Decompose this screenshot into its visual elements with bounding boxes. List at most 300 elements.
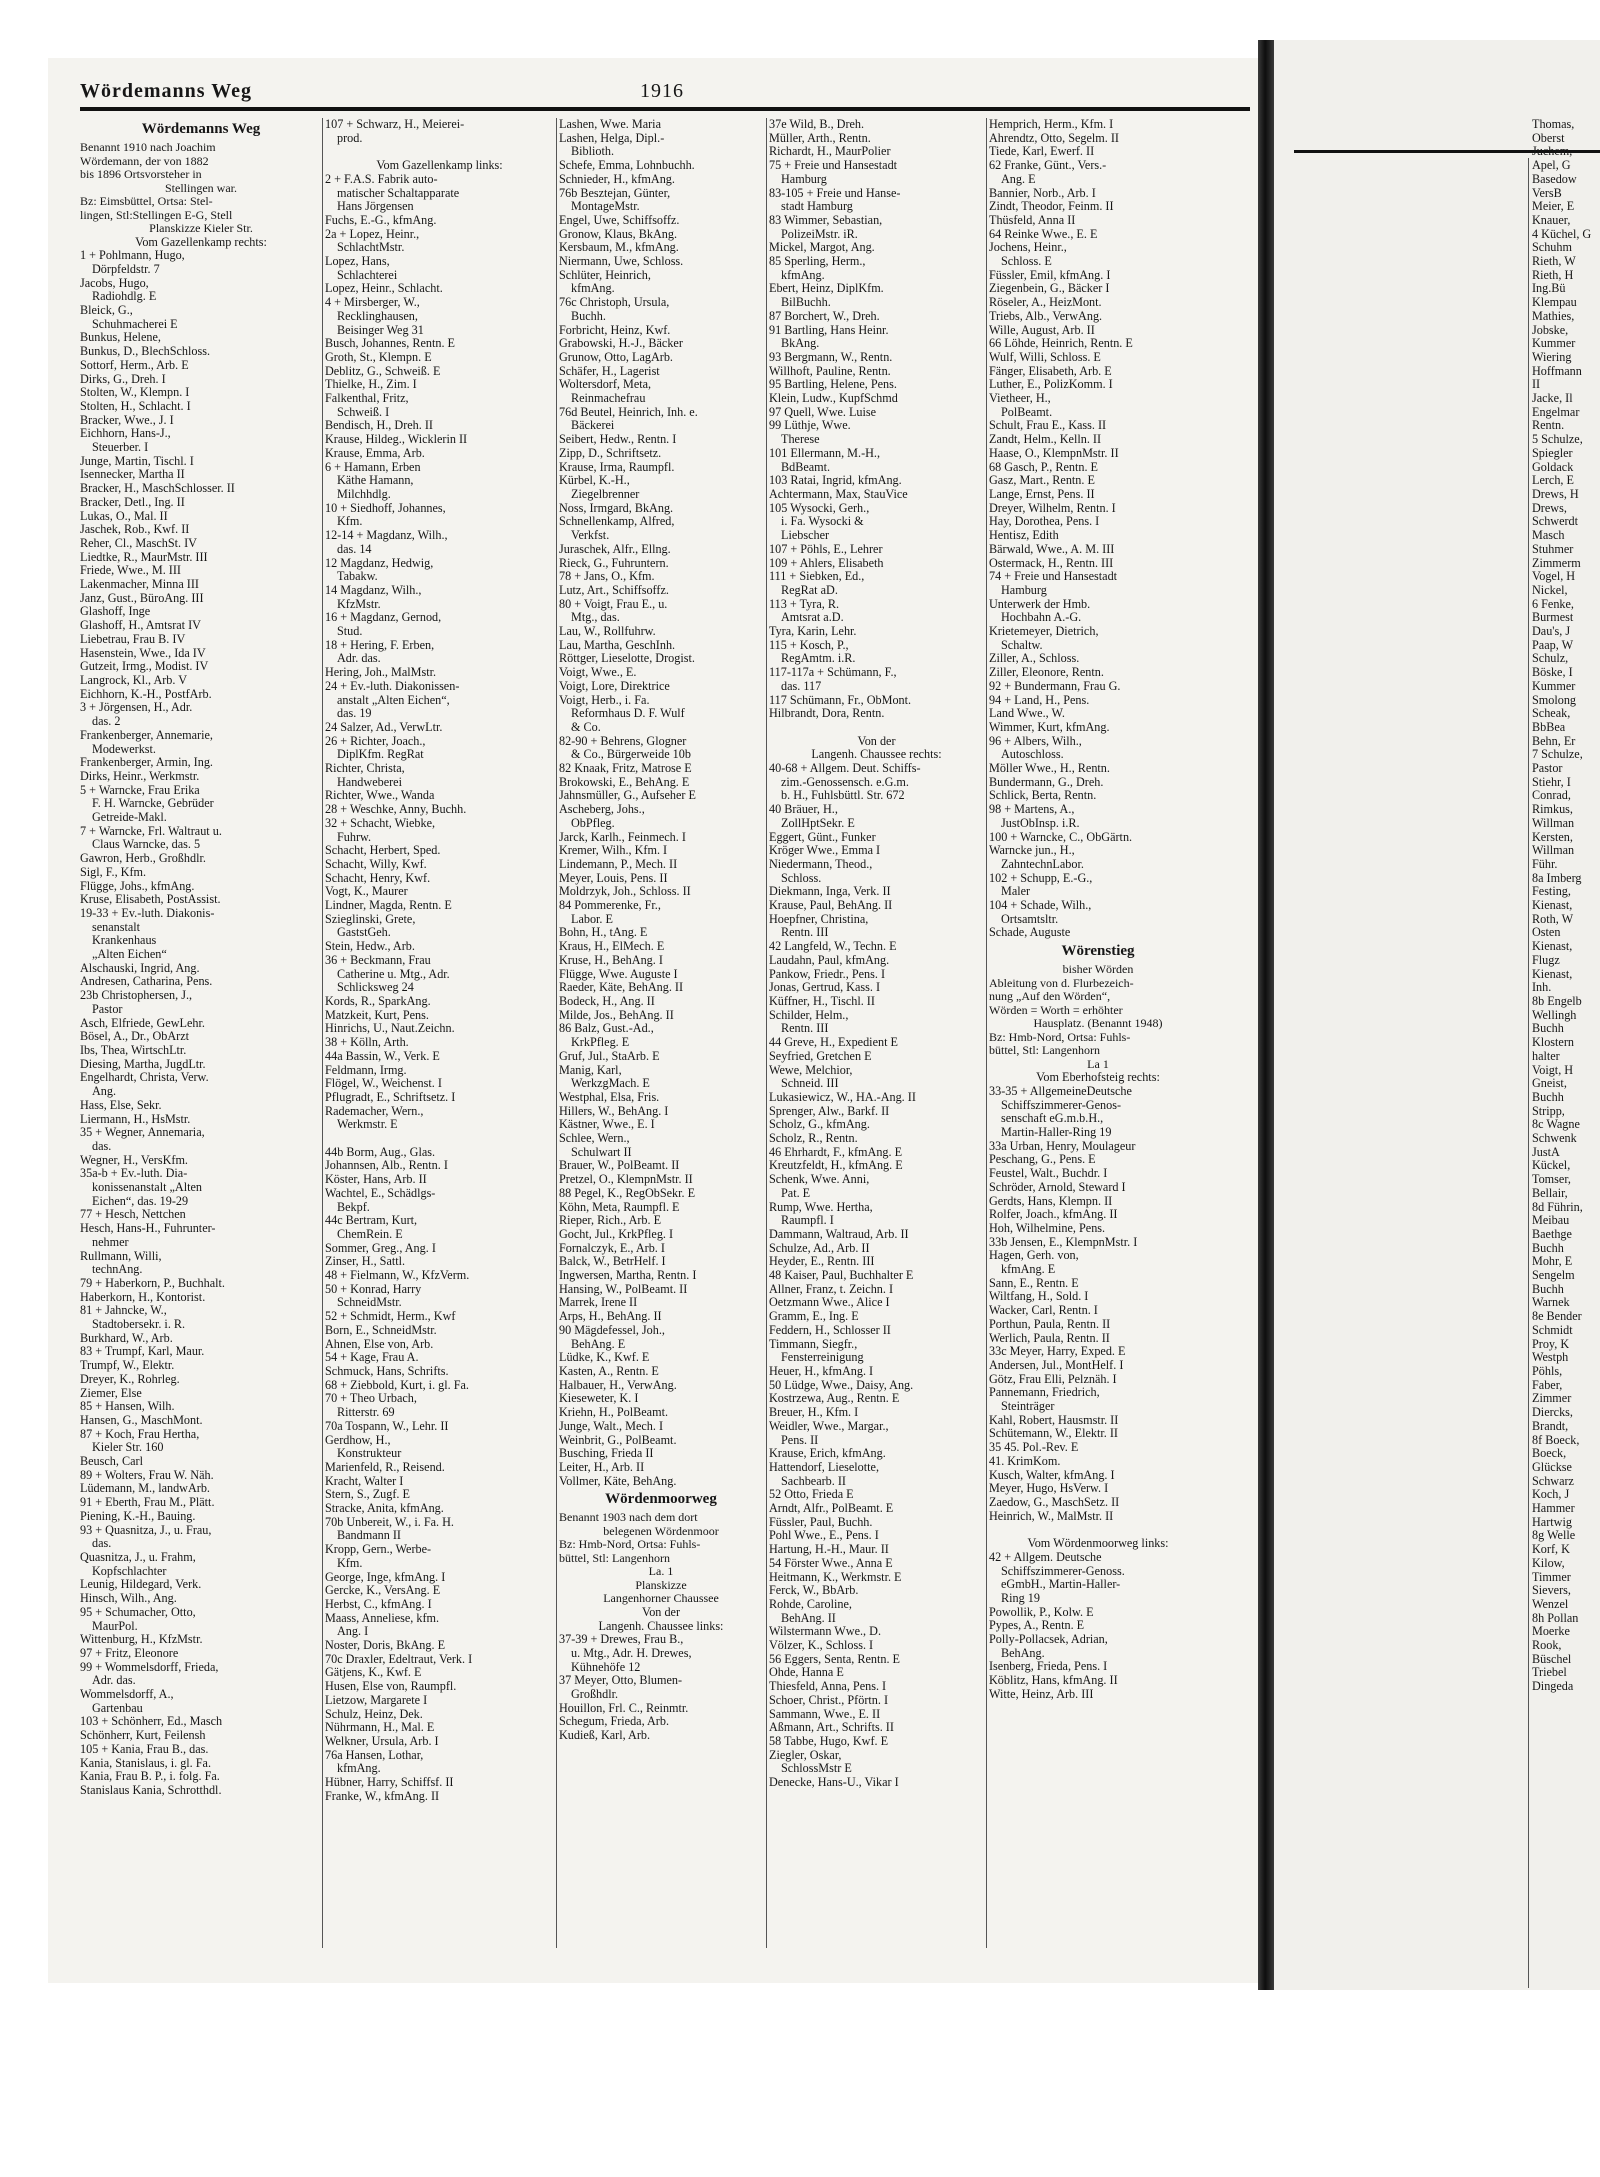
- right-page-entry-line: Wellingh: [1532, 1007, 1577, 1022]
- directory-entry-line: 101 Ellermann, M.-H.,: [769, 445, 881, 460]
- directory-entry-line: Liebscher: [781, 528, 830, 543]
- right-page-entry-line: 8e Bender: [1532, 1309, 1582, 1324]
- directory-entry-line: Rieck, G., Fuhruntern.: [559, 555, 669, 570]
- right-page-entry-line: Schwarz: [1532, 1473, 1574, 1488]
- directory-entry-line: 40 Bräuer, H.,: [769, 802, 838, 817]
- directory-entry-line: Wommelsdorff, A.,: [80, 1687, 174, 1702]
- directory-entry-line: 44b Borm, Aug., Glas.: [325, 1144, 436, 1159]
- directory-entry-line: Vom Gazellenkamp links:: [376, 158, 503, 173]
- directory-entry-line: Stellingen war.: [165, 180, 237, 195]
- directory-entry-line: zim.-Genossensch. e.G.m.: [781, 774, 909, 789]
- directory-entry-line: Hamburg: [781, 171, 827, 186]
- directory-entry-line: Catherine u. Mtg., Adr.: [337, 966, 450, 981]
- directory-entry-line: [989, 1523, 1207, 1537]
- directory-entry-line: 26 + Richter, Joach.,: [325, 733, 426, 748]
- directory-entry-line: Schmuck, Hans, Schrifts.: [325, 1363, 449, 1378]
- directory-entry-line: Fensterreinigung: [781, 1350, 864, 1365]
- directory-entry-line: Bz: Hmb-Nord, Ortsa: Fuhls-: [559, 1537, 701, 1552]
- directory-entry-line: Fornalczyk, E., Arb. I: [559, 1240, 665, 1255]
- directory-entry-line: 38 + Kölln, Arth.: [325, 1035, 409, 1050]
- directory-entry-line: Kühnehöfe 12: [571, 1659, 641, 1674]
- directory-entry-line: 70a Tospann, W., Lehr. II: [325, 1418, 449, 1433]
- directory-entry-line: Bannier, Norb., Arb. I: [989, 185, 1096, 200]
- directory-entry-line: Heuer, H., kfmAng. I: [769, 1363, 874, 1378]
- directory-entry-line: Tiede, Karl, Ewerf. II: [989, 144, 1095, 159]
- right-page-entry-line: Koch, J: [1532, 1487, 1570, 1502]
- directory-entry-line: Juraschek, Alfr., Ellng.: [559, 541, 671, 556]
- directory-entry-line: KfzMstr.: [337, 596, 381, 611]
- directory-entry-line: Flügge, Wwe. Auguste I: [559, 966, 678, 981]
- directory-entry-line: 70 + Theo Urbach,: [325, 1391, 417, 1406]
- directory-entry-line: Gronow, Klaus, BkAng.: [559, 226, 678, 241]
- directory-entry-line: Pypes, A., Rentn. E: [989, 1618, 1085, 1633]
- directory-entry-line: das. 2: [92, 714, 121, 729]
- directory-entry-line: Wiltfang, H., Sold. I: [989, 1289, 1089, 1304]
- directory-entry-line: 87 + Koch, Frau Hertha,: [80, 1426, 200, 1441]
- directory-entry-line: Völzer, K., Schloss. I: [769, 1638, 874, 1653]
- directory-entry-line: Schulze, Ad., Arb. II: [769, 1240, 870, 1255]
- header-rule: [80, 107, 1250, 111]
- directory-entry-line: Köster, Hans, Arb. II: [325, 1172, 427, 1187]
- right-page-entry-line: Apel, G: [1532, 158, 1571, 173]
- directory-entry-line: George, Inge, kfmAng. I: [325, 1569, 446, 1584]
- directory-entry-line: Werkmstr. E: [337, 1117, 398, 1132]
- directory-entry-line: 68 Gasch, P., Rentn. E: [989, 459, 1099, 474]
- column-2: [325, 118, 554, 1958]
- directory-entry-line: Schlick, Berta, Rentn.: [989, 788, 1097, 803]
- right-page-entry-line: Pöhls,: [1532, 1363, 1563, 1378]
- directory-entry-line: Weidler, Wwe., Margar.,: [769, 1418, 889, 1433]
- directory-entry-line: Köhn, Meta, Raumpfl. E: [559, 1199, 680, 1214]
- directory-entry-line: Zaedow, G., MaschSetz. II: [989, 1494, 1120, 1509]
- right-page-entry-line: Kilow,: [1532, 1555, 1565, 1570]
- directory-entry-line: Langenh. Chaussee rechts:: [811, 747, 942, 762]
- directory-entry-line: Schlee, Wern.,: [559, 1131, 630, 1146]
- right-page-entry-line: Dau's, J: [1532, 624, 1571, 639]
- directory-entry-line: anstalt „Alten Eichen“,: [337, 692, 450, 707]
- column-divider: [322, 118, 323, 1948]
- directory-entry-line: DiplKfm. RegRat: [337, 747, 424, 762]
- directory-entry-line: Seibert, Hedw., Rentn. I: [559, 432, 677, 447]
- directory-entry-line: Hentisz, Edith: [989, 528, 1059, 543]
- directory-entry-line: Tabakw.: [337, 569, 378, 584]
- directory-entry-line: 32 + Schacht, Wiebke,: [325, 815, 436, 830]
- directory-entry-line: Gätjens, K., Kwf. E: [325, 1665, 422, 1680]
- directory-entry-line: MaurPol.: [92, 1618, 138, 1633]
- directory-entry-line: Schiffszimmerer-Genoss.: [1001, 1563, 1125, 1578]
- directory-entry-line: Wachtel, E., Schädlgs-: [325, 1185, 436, 1200]
- right-page-entry-line: Basedow: [1532, 171, 1577, 186]
- directory-entry-line: Seyfried, Gretchen E: [769, 1048, 872, 1063]
- directory-entry-line: Sammann, Wwe., E. II: [769, 1706, 881, 1721]
- directory-entry-line: Trumpf, W., Elektr.: [80, 1358, 175, 1373]
- directory-entry-line: F. H. Warncke, Gebrüder: [92, 796, 214, 811]
- directory-entry-line: PolizeiMstr. iR.: [781, 226, 858, 241]
- directory-entry-line: Stracke, Anita, kfmAng.: [325, 1501, 444, 1516]
- directory-entry-line: Hübner, Harry, Schiffsf. II: [325, 1775, 454, 1790]
- right-page-entry-line: 8d Führin,: [1532, 1199, 1583, 1214]
- directory-entry-line: ObPfleg.: [571, 815, 615, 830]
- right-page-entry-line: Schwerdt: [1532, 514, 1579, 529]
- directory-entry-line: Andresen, Catharina, Pens.: [80, 974, 213, 989]
- right-page-entry-line: Osten: [1532, 925, 1561, 940]
- directory-entry-line: 3 + Jörgensen, H., Adr.: [80, 700, 193, 715]
- directory-entry-line: Brokowski, E., BehAng. E: [559, 774, 690, 789]
- directory-entry-line: Rohde, Caroline,: [769, 1596, 852, 1611]
- directory-entry-line: Schenk, Wwe. Anni,: [769, 1172, 870, 1187]
- directory-entry-line: 85 + Hansen, Wilh.: [80, 1399, 175, 1414]
- book-spine: [1258, 40, 1274, 2000]
- directory-entry-line: Radiohdlg. E: [92, 289, 157, 304]
- directory-entry-line: 83-105 + Freie und Hanse-: [769, 185, 901, 200]
- directory-entry-line: 42 Langfeld, W., Techn. E: [769, 939, 897, 954]
- directory-entry-line: Sachbearb. II: [781, 1473, 846, 1488]
- directory-entry-line: 64 Reinke Wwe., E. E: [989, 226, 1098, 241]
- directory-entry-line: Isenberg, Frieda, Pens. I: [989, 1659, 1108, 1674]
- column-divider: [556, 118, 557, 1948]
- directory-entry-line: Bundermann, G., Dreh.: [989, 774, 1104, 789]
- directory-entry-line: Krause, Paul, BehAng. II: [769, 898, 893, 913]
- directory-entry-line: Ring 19: [1001, 1590, 1040, 1605]
- directory-entry-line: 44c Bertram, Kurt,: [325, 1213, 418, 1228]
- directory-entry-line: Diesing, Martha, JugdLtr.: [80, 1056, 206, 1071]
- directory-entry-line: Luther, E., PolizKomm. I: [989, 377, 1113, 392]
- directory-entry-line: Flügge, Johs., kfmAng.: [80, 878, 195, 893]
- directory-entry-line: Schult, Frau E., Kass. II: [989, 418, 1107, 433]
- directory-entry-line: La 1: [1087, 1056, 1109, 1071]
- directory-entry-line: Ziegenbein, G., Bäcker I: [989, 281, 1110, 296]
- directory-entry-line: Breuer, H., Kfm. I: [769, 1405, 859, 1420]
- running-head-street: Wördemanns Weg: [80, 80, 252, 102]
- directory-entry-line: Balck, W., BetrHelf. I: [559, 1254, 666, 1269]
- directory-entry-line: Vom Wördenmoorweg links:: [1027, 1536, 1169, 1551]
- directory-entry-line: 109 + Ahlers, Elisabeth: [769, 555, 884, 570]
- directory-entry-line: Kasten, A., Rentn. E: [559, 1363, 659, 1378]
- directory-entry-line: Lange, Ernst, Pens. II: [989, 486, 1095, 501]
- right-page-entry-line: Nickel,: [1532, 582, 1568, 597]
- directory-entry-line: Kfm.: [337, 1555, 363, 1570]
- directory-entry-line: Verkfst.: [571, 528, 610, 543]
- directory-entry-line: Claus Warncke, das. 5: [92, 837, 201, 852]
- directory-entry-line: 93 + Quasnitza, J., u. Frau,: [80, 1522, 212, 1537]
- directory-entry-line: 50 + Konrad, Harry: [325, 1281, 422, 1296]
- directory-entry-line: Leiter, H., Arb. II: [559, 1459, 645, 1474]
- directory-entry-line: Feustel, Walt., Buchdr. I: [989, 1166, 1108, 1181]
- directory-entry-line: Schäfer, H., Lagerist: [559, 363, 660, 378]
- directory-entry-line: 70c Draxler, Edeltraut, Verk. I: [325, 1651, 473, 1666]
- directory-entry-line: 42 + Allgem. Deutsche: [989, 1549, 1102, 1564]
- directory-entry-line: Schacht, Henry, Kwf.: [325, 870, 431, 885]
- directory-entry-line: 107 + Schwarz, H., Meierei-: [325, 118, 465, 131]
- directory-entry-line: Pastor: [92, 1001, 123, 1016]
- directory-entry-line: Richter, Christa,: [325, 761, 405, 776]
- directory-entry-line: Niedermann, Theod.,: [769, 856, 873, 871]
- directory-entry-line: 83 Wimmer, Sebastian,: [769, 212, 883, 227]
- directory-entry-line: Manig, Karl,: [559, 1062, 622, 1077]
- column-1: [80, 118, 322, 1958]
- directory-entry-line: Gruf, Jul., StaArb. E: [559, 1048, 660, 1063]
- right-page-entry-line: Baethge: [1532, 1226, 1572, 1241]
- right-page-entry-line: Führ.: [1532, 856, 1558, 871]
- directory-entry-line: Ritterstr. 69: [337, 1405, 395, 1420]
- directory-entry-line: Krause, Hildeg., Wicklerin II: [325, 432, 468, 447]
- directory-entry-line: Lindemann, P., Mech. II: [559, 856, 678, 871]
- directory-entry-line: 97 Quell, Wwe. Luise: [769, 404, 877, 419]
- directory-entry-line: 18 + Hering, F. Erben,: [325, 637, 435, 652]
- directory-entry-line: Lau, W., Rollfuhrw.: [559, 624, 656, 639]
- directory-entry-line: Schlicksweg 24: [337, 980, 414, 995]
- right-page-entry-line: Klostern: [1532, 1035, 1574, 1050]
- directory-entry-line: Junge, Walt., Mech. I: [559, 1418, 664, 1433]
- directory-entry-line: Autoschloss.: [1001, 747, 1064, 762]
- directory-entry-line: Großhdlr.: [571, 1687, 619, 1702]
- right-page-entry-line: 8f Boeck,: [1532, 1432, 1580, 1447]
- directory-entry-line: Konstrukteur: [337, 1446, 402, 1461]
- directory-entry-line: Gerdhow, H.,: [325, 1432, 391, 1447]
- directory-entry-line: 76c Christoph, Ursula,: [559, 295, 670, 310]
- directory-entry-line: Fuchs, E.-G., kfmAng.: [325, 212, 437, 227]
- right-page: [1274, 40, 1600, 2000]
- right-page-entry-line: Hammer: [1532, 1501, 1575, 1516]
- directory-entry-line: Krause, Irma, Raumpfl.: [559, 459, 675, 474]
- right-page-entry-line: 8c Wagne: [1532, 1117, 1580, 1132]
- directory-entry-line: Diekmann, Inga, Verk. II: [769, 884, 891, 899]
- directory-entry-line: [325, 1132, 554, 1146]
- right-page-entry-line: Moerke: [1532, 1624, 1570, 1639]
- directory-entry-line: 90 Mägdefessel, Joh.,: [559, 1322, 665, 1337]
- directory-entry-line: Welkner, Ursula, Arb. I: [325, 1733, 439, 1748]
- directory-entry-line: 76a Hansen, Lothar,: [325, 1747, 424, 1762]
- directory-entry-line: Liermann, H., HsMstr.: [80, 1111, 191, 1126]
- directory-entry-line: Adr. das.: [92, 1673, 136, 1688]
- directory-entry-line: konissenanstalt „Alten: [92, 1180, 203, 1195]
- right-page-entry-line: Sengelm: [1532, 1268, 1575, 1283]
- directory-entry-line: Langenhorner Chaussee: [603, 1591, 719, 1606]
- directory-entry-line: SchneidMstr.: [337, 1295, 402, 1310]
- directory-entry-line: Köblitz, Hans, kfmAng. II: [989, 1673, 1118, 1688]
- directory-entry-line: nung „Auf den Wörden“,: [989, 989, 1111, 1004]
- directory-entry-line: Kusch, Walter, kfmAng. I: [989, 1467, 1115, 1482]
- directory-entry-line: Röseler, A., HeizMont.: [989, 295, 1102, 310]
- column-5: [989, 118, 1207, 1958]
- right-page-entry-line: Diercks,: [1532, 1405, 1573, 1420]
- directory-entry-line: 58 Tabbe, Hugo, Kwf. E: [769, 1733, 889, 1748]
- directory-entry-line: 35 45. Pol.-Rev. E: [989, 1440, 1079, 1455]
- directory-entry-line: Modewerkst.: [92, 741, 156, 756]
- right-page-entry-line: Gneist,: [1532, 1076, 1567, 1091]
- directory-entry-line: BdBeamt.: [781, 459, 831, 474]
- directory-entry-line: Polly-Pollacsek, Adrian,: [989, 1632, 1108, 1647]
- directory-entry-line: Ang. I: [337, 1624, 369, 1639]
- directory-entry-line: Gartenbau: [92, 1700, 143, 1715]
- directory-entry-line: Kürbel, K.-H.,: [559, 473, 630, 488]
- directory-entry-line: Bäckerei: [571, 418, 615, 433]
- directory-entry-line: Von der: [857, 733, 896, 748]
- directory-entry-line: Feddern, H., Schlosser II: [769, 1322, 891, 1337]
- directory-entry-line: 62 Franke, Günt., Vers.-: [989, 158, 1107, 173]
- directory-entry-line: Ziller, A., Schloss.: [989, 651, 1080, 666]
- directory-entry-line: 24 + Ev.-luth. Diakonissen-: [325, 678, 460, 693]
- right-page-entry-line: Lerch, E: [1532, 473, 1574, 488]
- directory-entry-line: Zandt, Helm., Kelln. II: [989, 432, 1102, 447]
- directory-entry-line: das. 14: [337, 541, 372, 556]
- directory-entry-line: 1 + Pohlmann, Hugo,: [80, 248, 185, 263]
- directory-entry-line: Kracht, Walter I: [325, 1473, 404, 1488]
- directory-entry-line: Kreutzfeldt, H., kfmAng. E: [769, 1158, 903, 1173]
- directory-entry-line: Dörpfeldstr. 7: [92, 261, 160, 276]
- directory-entry-line: 2 + F.A.S. Fabrik auto-: [325, 171, 438, 186]
- directory-entry-line: Friede, Wwe., M. III: [80, 563, 181, 578]
- right-page-entry-line: Boeck,: [1532, 1446, 1567, 1461]
- right-page-entry-line: Dingeda: [1532, 1679, 1574, 1694]
- directory-entry-line: Vietheer, H.,: [989, 391, 1051, 406]
- directory-entry-line: Langenh. Chaussee links:: [598, 1618, 724, 1633]
- directory-entry-line: kfmAng. E: [1001, 1262, 1056, 1277]
- directory-entry-line: Rullmann, Willi,: [80, 1248, 162, 1263]
- directory-entry-line: Dreyer, Wilhelm, Rentn. I: [989, 500, 1116, 515]
- directory-entry-line: Grunow, Otto, LagArb.: [559, 349, 673, 364]
- directory-entry-line: Mickel, Margot, Ang.: [769, 240, 875, 255]
- directory-entry-line: Röttger, Lieselotte, Drogist.: [559, 651, 695, 666]
- right-page-entry-line: Kienast,: [1532, 939, 1573, 954]
- directory-entry-line: 75 + Freie und Hansestadt: [769, 158, 898, 173]
- directory-entry-line: & Co., Bürgerweide 10b: [571, 747, 691, 762]
- directory-entry-line: Bohn, H., tAng. E: [559, 925, 648, 940]
- directory-entry-line: Kahl, Robert, Hausmstr. II: [989, 1412, 1119, 1427]
- directory-entry-line: 88 Pegel, K., RegObSekr. E: [559, 1185, 696, 1200]
- right-page-entry-line: Stiehr, I: [1532, 774, 1571, 789]
- directory-entry-line: Ang.: [92, 1084, 117, 1099]
- directory-entry-line: RegRat aD.: [781, 582, 838, 597]
- directory-entry-line: Bodeck, H., Ang. II: [559, 994, 655, 1008]
- right-page-entry-line: Wenzel: [1532, 1596, 1569, 1611]
- street-heading: Wördenmoorweg: [605, 1491, 717, 1508]
- directory-entry-line: 105 Wysocki, Gerh.,: [769, 500, 870, 515]
- directory-entry-line: Noss, Irmgard, BkAng.: [559, 500, 674, 515]
- directory-entry-line: Bz: Eimsbüttel, Ortsa: Stel-: [80, 194, 213, 208]
- right-page-entry-line: 5 Schulze,: [1532, 432, 1583, 447]
- directory-entry-line: Unterwerk der Hmb.: [989, 596, 1091, 611]
- directory-entry-line: & Co.: [571, 719, 601, 734]
- directory-entry-line: Planskizze: [635, 1577, 687, 1592]
- directory-entry-line: 52 Otto, Frieda E: [769, 1487, 854, 1502]
- directory-entry-line: Voigt, Wwe., E.: [559, 665, 637, 680]
- directory-entry-line: Grabowski, H.-J., Bäcker: [559, 336, 683, 351]
- directory-entry-line: Liebetrau, Frau B. IV: [80, 631, 186, 646]
- directory-entry-line: Möller Wwe., H., Rentn.: [989, 761, 1110, 776]
- directory-entry-line: Schulwart II: [571, 1144, 632, 1159]
- directory-entry-line: u. Mtg., Adr. H. Drewes,: [571, 1645, 692, 1660]
- directory-entry-line: bisher Wörden: [1062, 962, 1134, 977]
- directory-entry-line: 81 + Jahncke, W.,: [80, 1303, 167, 1318]
- directory-entry-line: 50 Lüdge, Wwe., Daisy, Ang.: [769, 1377, 914, 1392]
- directory-entry-line: Hartung, H.-H., Maur. II: [769, 1542, 889, 1557]
- directory-entry-line: Krause, Erich, kfmAng.: [769, 1446, 886, 1461]
- directory-entry-line: Pannemann, Friedrich,: [989, 1385, 1100, 1400]
- directory-entry-line: 37e Wild, B., Dreh.: [769, 118, 865, 131]
- right-page-entry-line: Jobske,: [1532, 322, 1569, 337]
- directory-entry-line: 33b Jensen, E., KlempnMstr. I: [989, 1234, 1138, 1249]
- directory-entry-line: Haase, O., KlempnMstr. II: [989, 445, 1119, 460]
- directory-entry-line: Sprenger, Alw., Barkf. II: [769, 1103, 890, 1118]
- right-page-entry-line: Korf, K: [1532, 1542, 1570, 1557]
- directory-entry-line: 93 Bergmann, W., Rentn.: [769, 349, 893, 364]
- directory-entry-line: „Alten Eichen“: [92, 947, 167, 962]
- directory-entry-line: Hering, Joh., MalMstr.: [325, 665, 437, 680]
- directory-entry-line: Schuhmacherei E: [92, 316, 178, 331]
- directory-entry-line: Lakenmacher, Minna III: [80, 577, 199, 592]
- right-page-entry-line: 4 Küchel, G: [1532, 226, 1592, 241]
- directory-entry-line: Rolfer, Joach., kfmAng. II: [989, 1207, 1118, 1222]
- directory-entry-line: Sann, E., Rentn. E: [989, 1275, 1079, 1290]
- directory-entry-line: Ibs, Thea, WirtschLtr.: [80, 1042, 187, 1057]
- directory-entry-line: 95 Bartling, Helene, Pens.: [769, 377, 897, 392]
- scan-margin: [0, 1990, 1600, 2177]
- directory-entry-line: matischer Schaltapparate: [337, 185, 460, 200]
- directory-entry-line: Schlüter, Heinrich,: [559, 267, 651, 282]
- directory-entry-line: SchlachtMstr.: [337, 240, 405, 255]
- directory-entry-line: Therese: [781, 432, 820, 447]
- directory-entry-line: Handweberei: [337, 774, 402, 789]
- directory-entry-line: 84 Pommerenke, Fr.,: [559, 898, 661, 913]
- directory-entry-line: Sommer, Greg., Ang. I: [325, 1240, 436, 1255]
- right-page-entry-line: Schmidt: [1532, 1322, 1573, 1337]
- directory-entry-line: Ascheberg, Johs.,: [559, 802, 645, 817]
- directory-entry-line: Lau, Martha, GeschInh.: [559, 637, 676, 652]
- directory-entry-line: JustObInsp. i.R.: [1001, 815, 1080, 830]
- directory-entry-line: Ebert, Heinz, DiplKfm.: [769, 281, 884, 296]
- directory-entry-line: Lukasiewicz, W., HA.-Ang. II: [769, 1089, 916, 1104]
- directory-entry-line: Houillon, Frl. C., Reinmtr.: [559, 1700, 689, 1715]
- directory-entry-line: Haberkorn, H., Kontorist.: [80, 1289, 206, 1304]
- directory-entry-line: Falkenthal, Fritz,: [325, 391, 409, 406]
- directory-entry-line: Tyra, Karin, Lehr.: [769, 624, 857, 639]
- right-page-entry-line: BbBea: [1532, 719, 1566, 734]
- directory-entry-line: 76b Besztejan, Günter,: [559, 185, 671, 200]
- directory-entry-line: Engelhardt, Christa, Verw.: [80, 1070, 209, 1085]
- directory-entry-line: Hemprich, Herm., Kfm. I: [989, 118, 1114, 131]
- directory-entry-line: 54 Förster Wwe., Anna E: [769, 1555, 893, 1570]
- directory-entry-line: Hansing, W., PolBeamt. II: [559, 1281, 688, 1296]
- page-header: [80, 78, 1250, 108]
- directory-entry-line: 52 + Schmidt, Herm., Kwf: [325, 1309, 456, 1324]
- directory-entry-line: Jahnsmüller, G., Aufseher E: [559, 788, 696, 803]
- directory-entry-line: 24 Salzer, Ad., VerwLtr.: [325, 719, 443, 734]
- directory-entry-line: Küffner, H., Tischl. II: [769, 994, 875, 1008]
- directory-entry-line: 35 + Wegner, Annemaria,: [80, 1125, 205, 1140]
- directory-entry-line: Richardt, H., MaurPolier: [769, 144, 891, 159]
- directory-entry-line: Kriehn, H., PolBeamt.: [559, 1405, 668, 1420]
- directory-entry-line: RegAmtm. i.R.: [781, 651, 856, 666]
- right-page-entry-line: Zimmerm: [1532, 555, 1581, 570]
- directory-entry-line: Pflugradt, E., Schriftsetz. I: [325, 1089, 456, 1104]
- right-page-entry-line: Sievers,: [1532, 1583, 1571, 1598]
- directory-entry-line: Pens. II: [781, 1432, 819, 1447]
- directory-entry-line: das. 19: [337, 706, 372, 721]
- directory-entry-line: Wimmer, Kurt, kfmAng.: [989, 719, 1110, 734]
- right-page-entry-line: Oberst: [1532, 130, 1565, 145]
- directory-entry-line: Jonas, Gertrud, Kass. I: [769, 980, 881, 995]
- right-page-entry-line: Conrad,: [1532, 788, 1571, 803]
- directory-entry-line: Ohde, Hanna E: [769, 1665, 844, 1680]
- directory-entry-line: Schütemann, W., Elektr. II: [989, 1426, 1118, 1441]
- directory-entry-line: [325, 145, 554, 159]
- directory-entry-line: Herbst, C., kfmAng. I: [325, 1596, 432, 1611]
- directory-entry-line: Schacht, Herbert, Sped.: [325, 843, 441, 858]
- directory-entry-line: lingen, Stl:Stellingen E-G, Stell: [80, 207, 233, 222]
- right-page-entry-line: Rook,: [1532, 1638, 1562, 1653]
- directory-entry-line: Schweiß. I: [337, 404, 390, 419]
